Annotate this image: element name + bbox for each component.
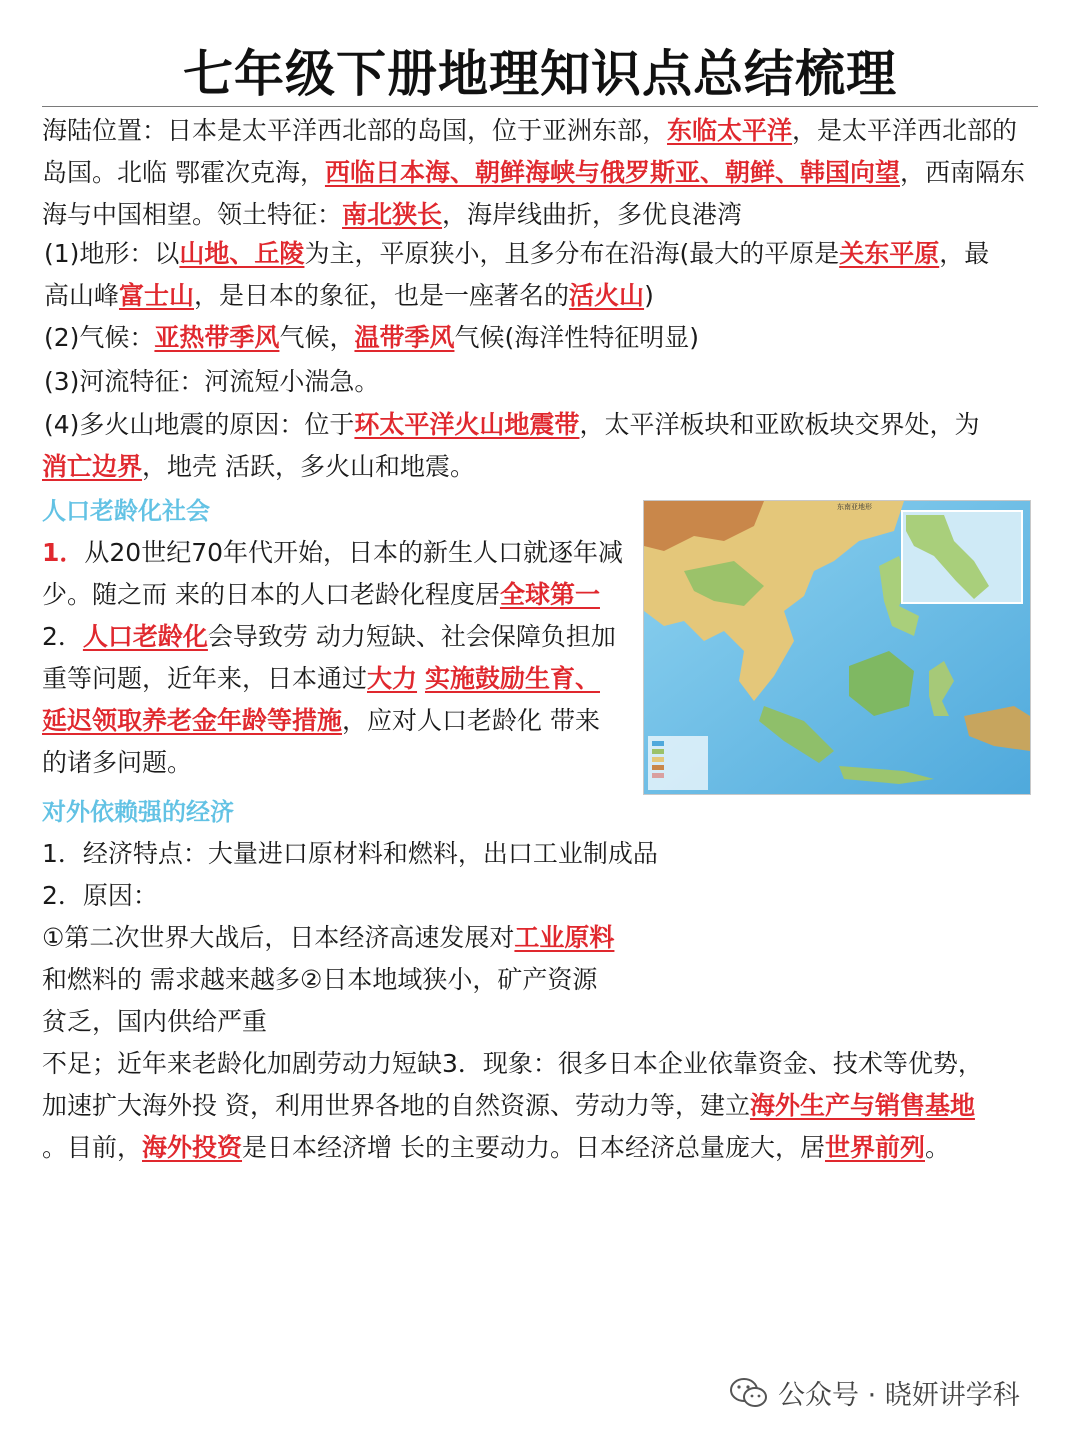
aging-section xyxy=(42,490,632,784)
climate-paragraph xyxy=(44,317,1044,359)
text: ，最 xyxy=(939,239,990,268)
text: ①第二次世界大战后，日本经济高速发展对 xyxy=(42,923,515,952)
legend-swatch xyxy=(652,773,664,778)
highlight: 工业原料 xyxy=(514,923,615,952)
text: 高山峰 xyxy=(44,281,120,310)
text: ，太平洋板块和亚欧板块交界处，为 xyxy=(579,410,980,439)
text: 海陆位置：日本是太平洋西北部的岛国，位于亚洲东部， xyxy=(42,116,668,145)
legend-swatch xyxy=(652,757,664,762)
section-heading-aging: 人口老龄化社会 xyxy=(42,497,210,525)
highlight: 活火山 xyxy=(569,281,645,310)
highlight: 延迟领取养老金年龄等措施 xyxy=(42,706,343,735)
highlight: 全球第一 xyxy=(499,580,600,609)
terrain-paragraph xyxy=(44,233,1044,317)
highlight: 温带季风 xyxy=(354,323,455,352)
highlight: 东临太平洋 xyxy=(667,116,793,145)
legend-swatch xyxy=(652,765,664,770)
text: 不足；近年来老龄化加剧劳动力短缺3．现象：很多日本企业依靠资金、技术等优势， xyxy=(42,1049,983,1078)
text: 海与中国相望。领土特征： xyxy=(42,200,343,229)
text: 从20世纪70年代开始，日本的新生人口就逐年减 xyxy=(84,538,624,567)
highlight: 山地、丘陵 xyxy=(179,239,305,268)
text: ，是日本的象征，也是一座著名的 xyxy=(194,281,570,310)
text: 。目前， xyxy=(42,1133,143,1162)
highlight: 海外投资 xyxy=(142,1133,243,1162)
list-number: 2． xyxy=(42,622,83,651)
text: (1)地形：以 xyxy=(44,239,180,268)
text: ) xyxy=(644,281,654,310)
legend-swatch xyxy=(652,741,664,746)
text: ，海岸线曲折，多优良港湾 xyxy=(442,200,743,229)
text: 少。随之而 来的日本的人口老龄化程度居 xyxy=(42,580,500,609)
text: 1．经济特点：大量进口原材料和燃料，出口工业制成品 xyxy=(42,839,658,868)
text: ，西南隔东 xyxy=(899,158,1025,187)
text: 为主，平原狭小，且多分布在沿海(最大的平原是 xyxy=(304,239,840,268)
text: ，地壳 活跃，多火山和地震。 xyxy=(142,452,475,481)
text: 重等问题，近年来，日本通过 xyxy=(42,664,368,693)
page-title: 七年级下册地理知识点总结梳理 xyxy=(183,45,897,103)
text: (4)多火山地震的原因：位于 xyxy=(44,410,355,439)
section-heading-economy: 对外依赖强的经济 xyxy=(42,798,234,826)
highlight: 关东平原 xyxy=(839,239,940,268)
watermark xyxy=(730,1373,1020,1412)
text: 加速扩大海外投 资，利用世界各地的自然资源、劳动力等，建立 xyxy=(42,1091,750,1120)
map-title: 东南亚地形 xyxy=(837,503,872,511)
text: 。 xyxy=(925,1133,951,1162)
river-paragraph: (3)河流特征：河流短小湍急。 xyxy=(44,367,380,396)
highlight: 南北狭长 xyxy=(342,200,443,229)
list-number: 1． xyxy=(42,538,85,567)
text: ，应对人口老龄化 带来 xyxy=(342,706,600,735)
title-divider xyxy=(42,106,1038,107)
text: 的诸多问题。 xyxy=(42,748,193,777)
text: 和燃料的 需求越来越多②日本地域狭小，矿产资源 xyxy=(42,965,598,994)
highlight: 大力 xyxy=(367,664,418,693)
highlight: 亚热带季风 xyxy=(154,323,280,352)
highlight: 环太平洋火山地震带 xyxy=(354,410,580,439)
highlight: 富士山 xyxy=(119,281,195,310)
text: 会导致劳 动力短缺、社会保障负担加 xyxy=(207,622,616,651)
watermark-label: 公众号 · 晓妍讲学科 xyxy=(778,1380,1020,1411)
highlight: 消亡边界 xyxy=(42,452,143,481)
text: 气候， xyxy=(279,323,355,352)
text: (2)气候： xyxy=(44,323,155,352)
text: 气候(海洋性特征明显) xyxy=(454,323,699,352)
highlight: 海外生产与销售基地 xyxy=(749,1091,975,1120)
location-paragraph xyxy=(42,110,1042,236)
text: 2．原因： xyxy=(42,881,158,910)
highlight: 世界前列 xyxy=(824,1133,925,1162)
text: 贫乏，国内供给严重 xyxy=(42,1007,268,1036)
economy-section xyxy=(42,791,1042,1169)
highlight: 西临日本海、朝鲜海峡与俄罗斯亚、朝鲜、韩国向望 xyxy=(324,158,900,187)
text: 岛国。北临 鄂霍次克海， xyxy=(42,158,325,187)
highlight: 实施鼓励生育、 xyxy=(424,664,600,693)
wechat-icon xyxy=(730,1377,768,1409)
volcano-paragraph xyxy=(44,404,1044,488)
text: ，是太平洋西北部的 xyxy=(792,116,1018,145)
map-graphic xyxy=(644,501,1030,794)
southeast-asia-map xyxy=(643,500,1031,795)
legend-swatch xyxy=(652,749,664,754)
highlight: 人口老龄化 xyxy=(82,622,208,651)
text: 是日本经济增 长的主要动力。日本经济总量庞大，居 xyxy=(242,1133,825,1162)
